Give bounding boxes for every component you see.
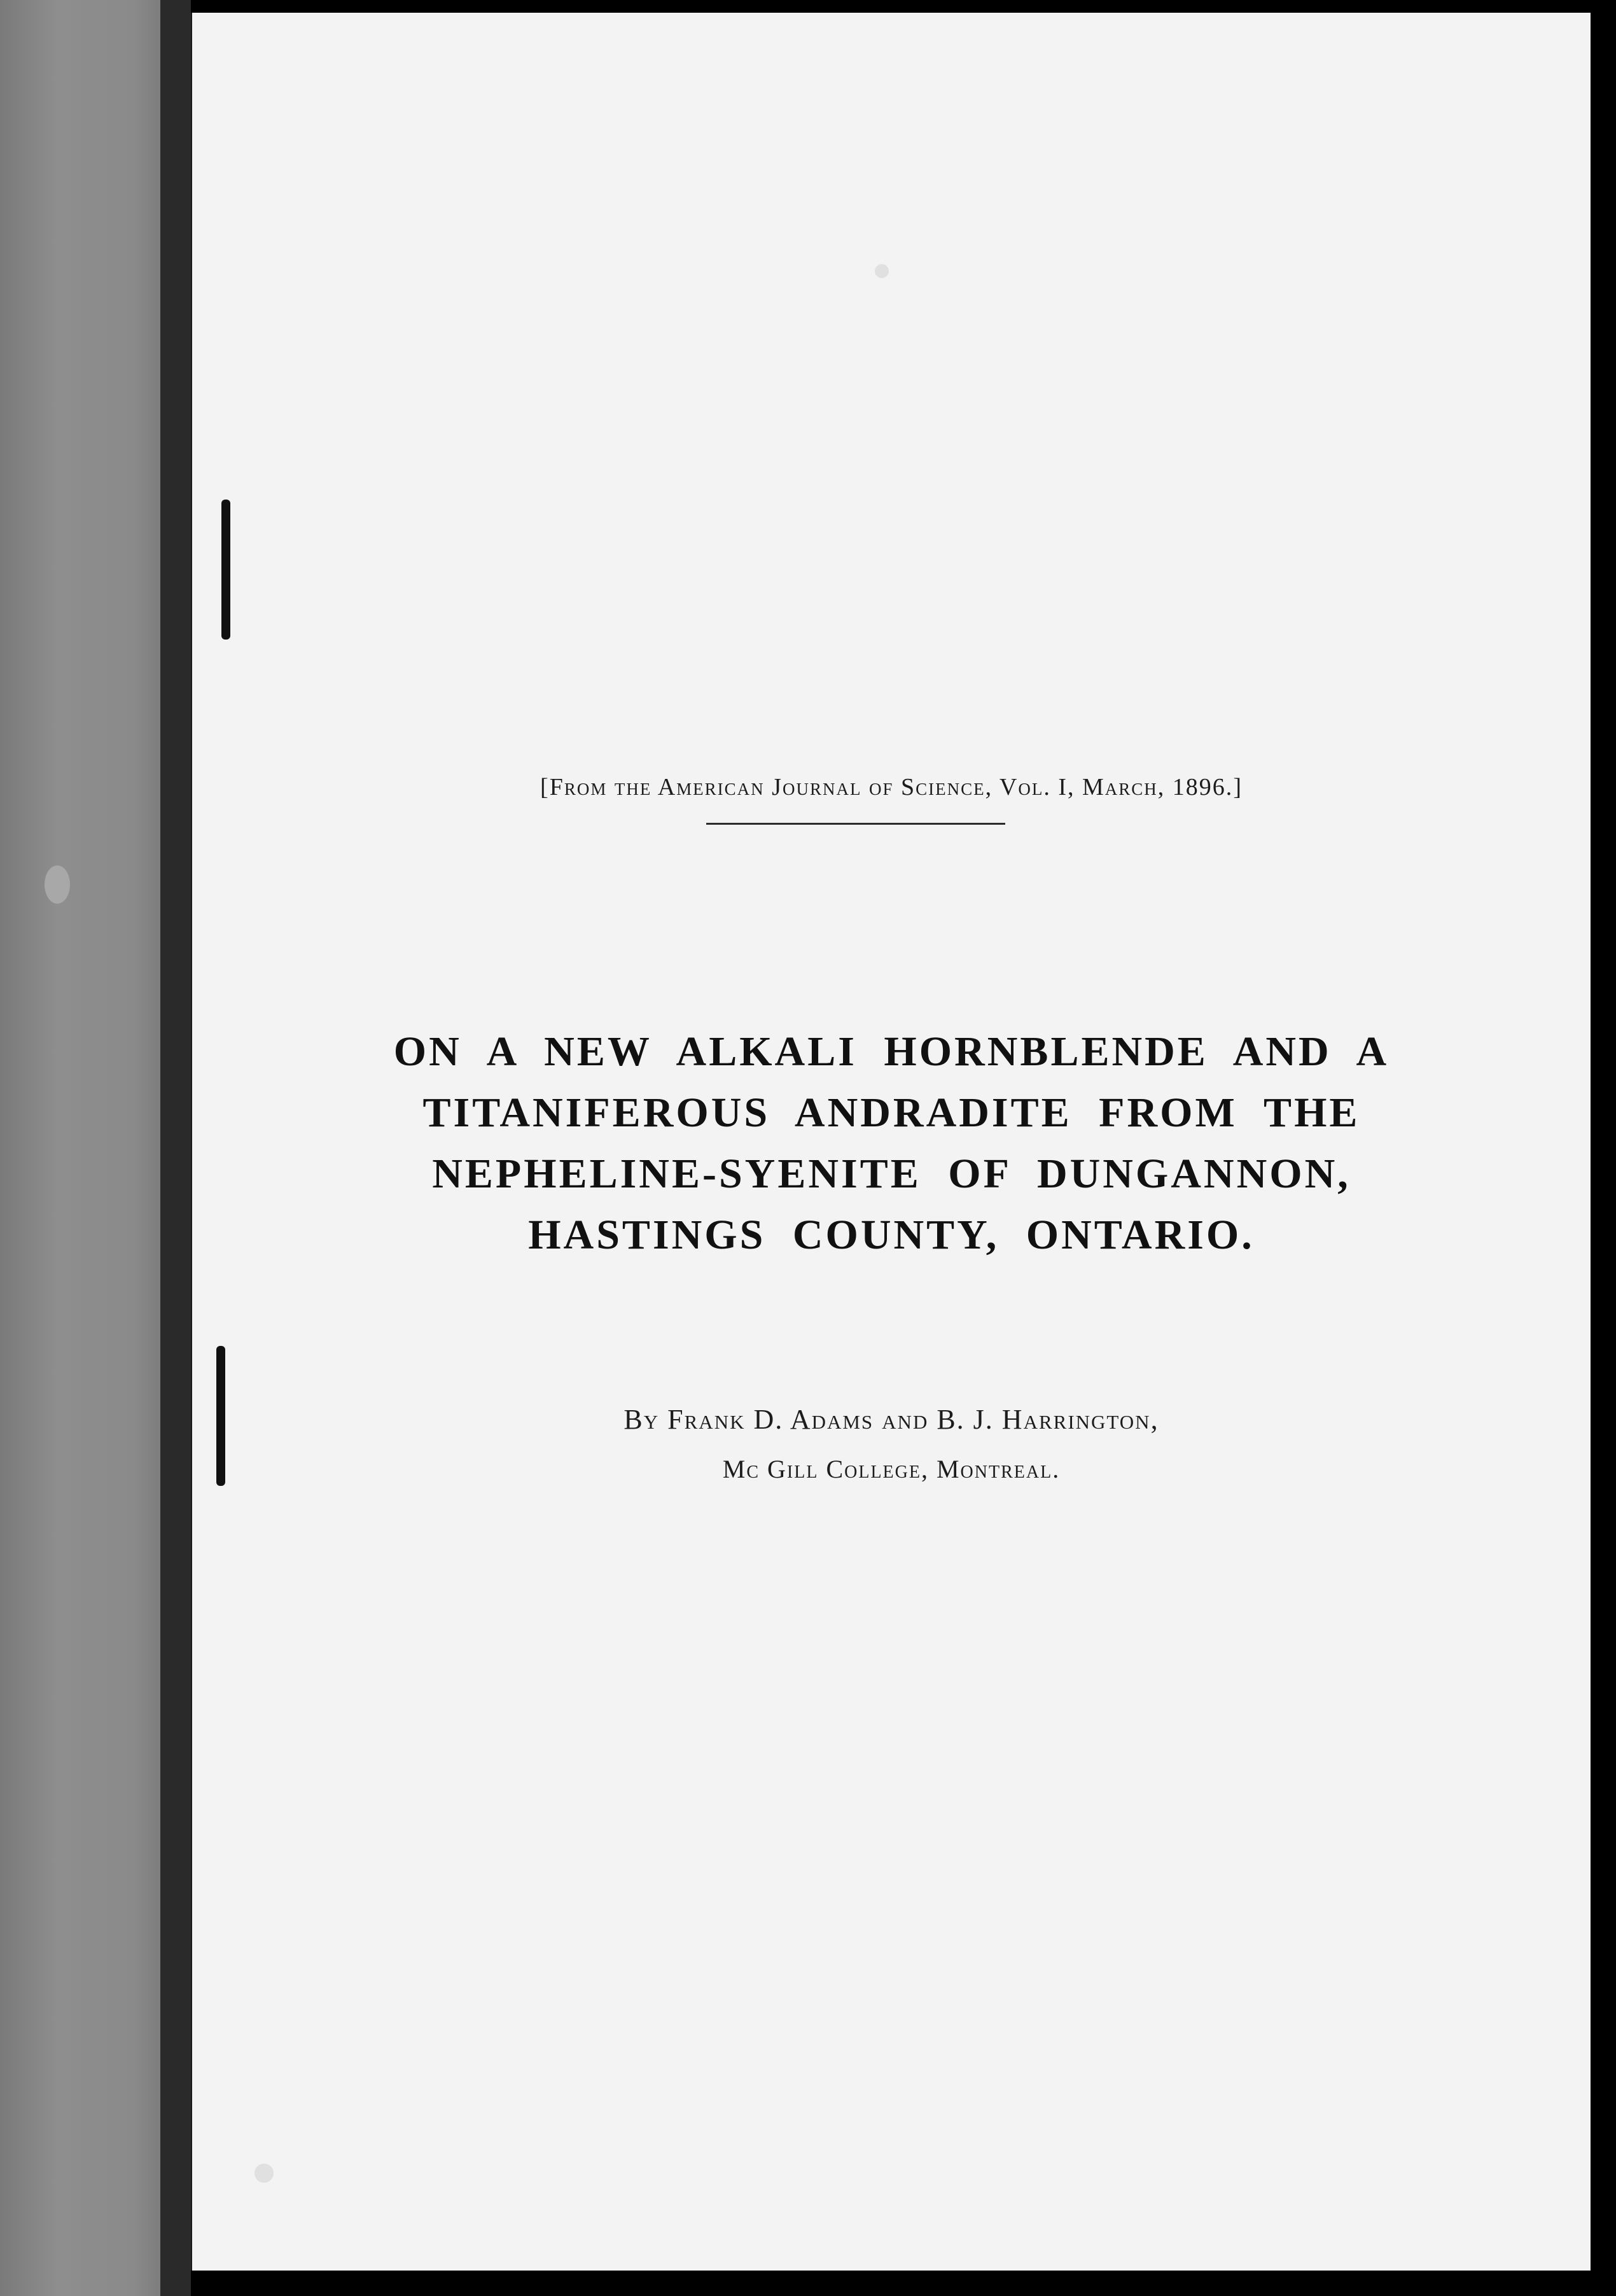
author-affiliation: Mc Gill College, Montreal. bbox=[722, 1455, 1061, 1483]
open-bracket: [ bbox=[540, 774, 550, 801]
paper-speck bbox=[254, 2164, 274, 2183]
citation-rule bbox=[706, 823, 1005, 825]
staple-top bbox=[221, 500, 230, 640]
author-byline: By Frank D. Adams and B. J. Harrington, bbox=[623, 1404, 1159, 1435]
document-page bbox=[191, 13, 1591, 2271]
paper-speck bbox=[45, 865, 70, 904]
title-line-2: TITANIFEROUS ANDRADITE FROM THE bbox=[422, 1089, 1360, 1136]
staple-bottom bbox=[216, 1346, 225, 1486]
binding-edge bbox=[160, 0, 191, 2296]
title-line-4: HASTINGS COUNTY, ONTARIO. bbox=[528, 1212, 1255, 1258]
document-title bbox=[358, 1021, 1425, 1266]
source-citation bbox=[192, 773, 1591, 801]
paper-speck bbox=[875, 264, 889, 278]
citation-text: From the American Journal of Science, Vol. I, March, 1896. bbox=[549, 774, 1234, 801]
title-line-3: NEPHELINE-SYENITE OF DUNGANNON, bbox=[432, 1151, 1351, 1197]
close-bracket: ] bbox=[1233, 774, 1243, 801]
title-line-1: ON A NEW ALKALI HORNBLENDE AND A bbox=[393, 1028, 1390, 1075]
